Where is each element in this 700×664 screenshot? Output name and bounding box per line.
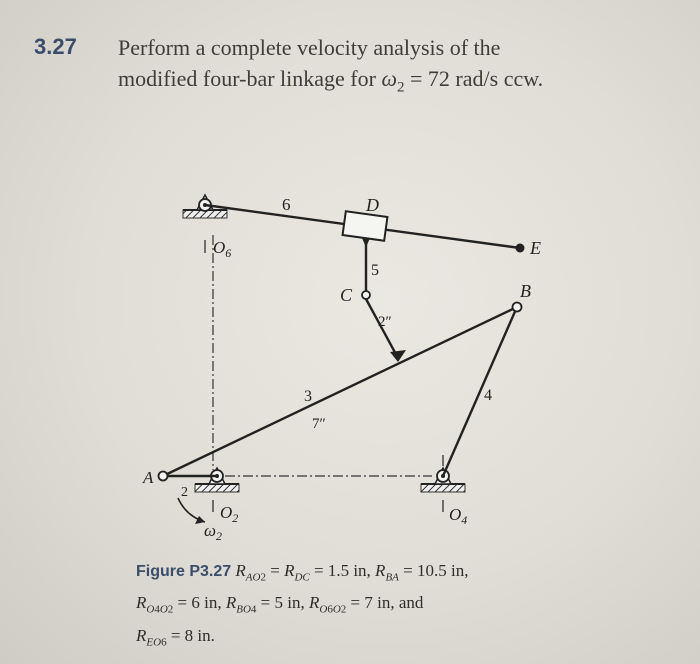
label-dim-7in: 7″ (312, 416, 326, 432)
caption-line-1: Figure P3.27 $R_{AO2} = R_{DC} = 1.5$ in, $R_{BA} = 10.5$ in, (136, 561, 469, 584)
figure-caption (136, 558, 656, 655)
point-e (516, 244, 525, 253)
label-d: D (366, 195, 379, 215)
link-4 (443, 307, 517, 476)
label-o6: $O_6$ (213, 238, 232, 260)
linkage-diagram (0, 150, 700, 550)
point-a (159, 472, 168, 481)
label-omega2: $\omega_2$ (204, 521, 223, 543)
label-dim-2in: 2″ (378, 314, 392, 330)
label-o2: $O_2$ (220, 503, 239, 525)
figure-label: Figure P3.27 (136, 563, 232, 580)
label-a: A (143, 468, 154, 487)
label-link-6: 6 (282, 195, 291, 214)
label-b: B (520, 281, 531, 301)
label-link-2: 2 (181, 485, 188, 500)
omega-subscript: 2 (397, 79, 405, 96)
caption-line-3: $R_{EO6} = 8$ in. (136, 625, 215, 649)
ground-o2 (195, 468, 239, 492)
problem-line-2-suffix: = 72 rad/s ccw. (404, 66, 544, 91)
link-3 (163, 307, 517, 476)
ground-o4 (421, 468, 465, 492)
label-link-4: 4 (484, 387, 492, 404)
omega-symbol: ω (381, 66, 398, 91)
point-c (362, 291, 370, 299)
problem-number: 3.27 (34, 34, 77, 59)
problem-line-2-prefix: modified four-bar linkage for (118, 66, 382, 91)
caption-line-2: $R_{O4O2} = 6$ in, $R_{BO4} = 5$ in, $R_{O6O2} = 7$ in, and (136, 593, 424, 616)
label-e: E (530, 238, 541, 258)
label-c: C (340, 285, 353, 305)
label-link-3: 3 (304, 388, 312, 405)
slider-d (343, 211, 388, 240)
point-b (513, 303, 522, 312)
problem-line-1: Perform a complete velocity analysis of the (118, 35, 501, 60)
label-link-5: 5 (371, 262, 379, 279)
problem-line-2 (118, 63, 678, 103)
problem-statement (118, 32, 678, 103)
label-o4: $O_4$ (449, 505, 468, 527)
